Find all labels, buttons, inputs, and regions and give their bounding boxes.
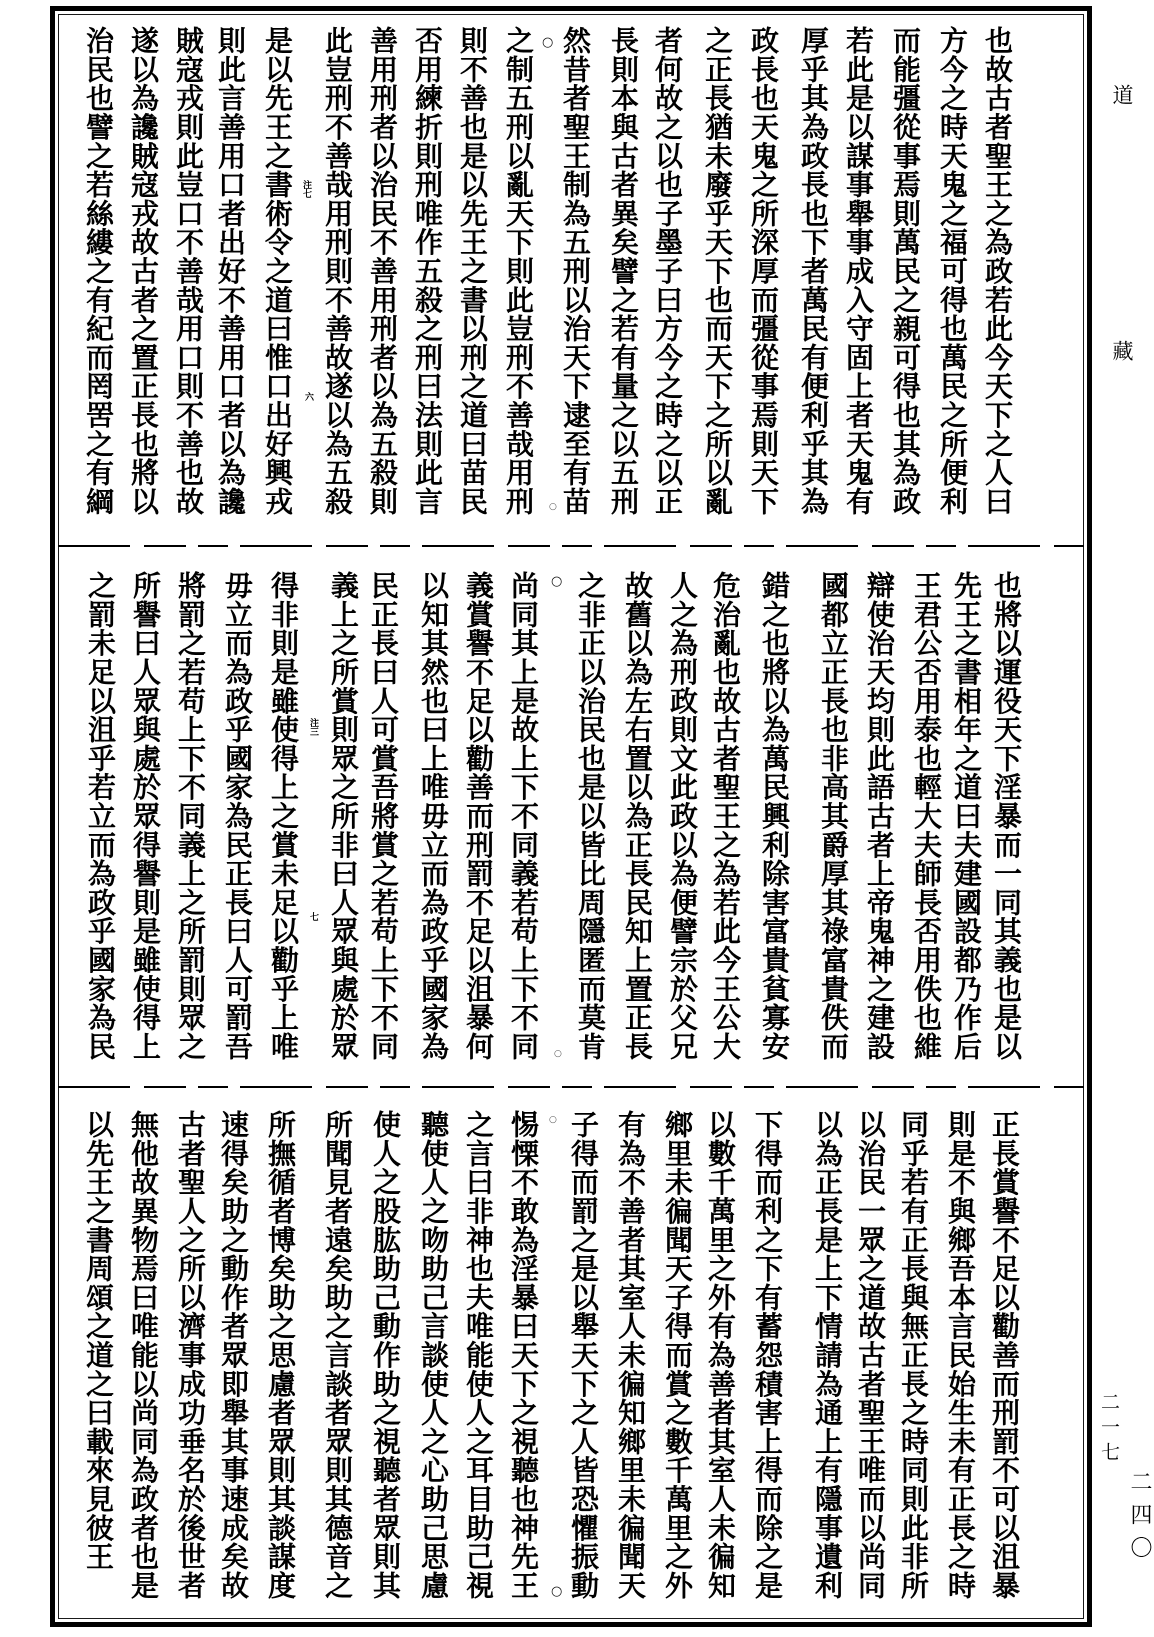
text-column: 之制五刑以亂天下則此豈刑不善哉用刑: [502, 26, 535, 516]
text-column: 速得矣助之動作者眾即舉其事速成矣故: [217, 1110, 250, 1600]
text-column: 所譽曰人眾與處於眾得譽則是雖使得上: [129, 571, 162, 1061]
text-column: 所撫循者博矣助之思慮者眾則其談謀度: [264, 1110, 297, 1600]
page-number: 二四〇: [1127, 1470, 1152, 1569]
text-column: 則不善也是以先王之書以刑之道曰苗民: [456, 26, 489, 516]
text-column: 尚同其上是故上下不同義若苟上下不同: [507, 571, 540, 1061]
text-column: 故舊以為左右置以為正長民知上置正長: [621, 571, 654, 1061]
text-column: 錯之也將以為萬民興利除害富貴貧寡安: [758, 571, 791, 1061]
text-column: 毋立而為政乎國家為民正長曰人可罰吾: [221, 571, 254, 1061]
text-column: 則是不與鄉吾本言民始生未有正長之時: [944, 1110, 977, 1600]
text-column: 之言曰非神也夫唯能使人之耳目助己視: [462, 1110, 495, 1600]
text-column: 政長也天鬼之所深厚而彊從事焉則天下: [747, 26, 780, 516]
text-column: 先王之書相年之道曰夫建國設都乃作后: [950, 571, 983, 1061]
text-column: 同乎若有正長與無正長之時同則此非所: [897, 1110, 930, 1600]
text-column: 國都立正長也非高其爵厚其祿富貴佚而: [817, 571, 850, 1061]
text-column: 方今之時天鬼之福可得也萬民之所便利: [936, 26, 969, 516]
text-column: 將罰之若苟上下不同義上之所罰則眾之: [174, 571, 207, 1061]
text-column: 也故古者聖王之為政若此今天下之人曰: [981, 26, 1014, 516]
text-column: 古者聖人之所以濟事成功垂名於後世者: [174, 1110, 207, 1600]
text-column: 鄉里未徧聞天子得而賞之數千萬里之外: [661, 1110, 694, 1600]
text-column: 王君公否用泰也輕大夫師長否用佚也維: [910, 571, 943, 1061]
text-column: 以知其然也曰上唯毋立而為政乎國家為: [417, 571, 450, 1061]
text-column: 使人之股肱助己動作助之視聽者眾則其: [369, 1110, 402, 1600]
text-column: 子得而罰之是以舉天下之人皆恐懼振動: [567, 1110, 600, 1600]
text-column: 辯使治天均則此語古者上帝鬼神之建設: [863, 571, 896, 1061]
text-column: 以治民一眾之道故古者聖王唯而以尚同: [854, 1110, 887, 1600]
text-column: 以先王之書周頌之道之曰載來見彼王: [82, 1110, 115, 1571]
text-column: 則此言善用口者出好不善用口者以為讒: [214, 26, 247, 516]
annotation-note: 注七: [301, 180, 311, 198]
text-column: 人之為刑政則文此政以為便譬宗於父兄: [666, 571, 699, 1061]
text-column: 者何故之以也子墨子曰方今之時之以正: [651, 26, 684, 516]
circle-mark: ○: [542, 35, 554, 50]
text-column: 義賞譽不足以勸善而刑罰不足以沮暴何: [462, 571, 495, 1061]
text-column: 正長賞譽不足以勸善而刑罰不可以沮暴: [988, 1110, 1021, 1600]
register-middle: [0, 571, 1154, 1071]
text-column: 義上之所賞則眾之所非曰人眾與處於眾: [327, 571, 360, 1061]
margin-title-char: 道: [1110, 84, 1134, 105]
text-column: 治民也譬之若絲縷之有紀而罔罟之有綱: [82, 26, 115, 516]
register-top: [0, 26, 1154, 526]
text-column: 否用練折則刑唯作五殺之刑曰法則此言: [411, 26, 444, 516]
text-column: 無他故異物焉曰唯能以尚同為政者也是: [127, 1110, 160, 1600]
text-column: 所聞見者遠矣助之言談者眾則其德音之: [321, 1110, 354, 1600]
text-column: 以數千萬里之外有為善者其室人未徧知: [704, 1110, 737, 1600]
text-column: 之正長猶未廢乎天下也而天下之所以亂: [701, 26, 734, 516]
text-column: 若此是以謀事舉事成入守固上者天鬼有: [842, 26, 875, 516]
text-column: 之罰未足以沮乎若立而為政乎國家為民: [84, 571, 117, 1061]
text-column: 得非則是雖使得上之賞未足以勸乎上唯: [267, 571, 300, 1061]
text-column: 聽使人之吻助己言談使人之心助己思慮: [417, 1110, 450, 1600]
circle-mark-small: ○: [549, 502, 557, 512]
text-column: 之非正以治民也是以皆比周隱匿而莫肯: [574, 571, 607, 1061]
text-column: 是以先王之書術令之道曰惟口出好興戎: [261, 26, 294, 516]
register-bottom: [0, 1110, 1154, 1610]
text-column: 然昔者聖王制為五刑以治天下逮至有苗: [559, 26, 592, 516]
register-divider-upper: [58, 545, 1084, 547]
text-column: 有為不善者其室人未徧知鄉里未徧聞天: [614, 1110, 647, 1600]
volume-number: 二一七: [1098, 1392, 1120, 1467]
text-column: 賊寇戎則此豈口不善哉用口則不善也故: [172, 26, 205, 516]
text-column: 遂以為讒賊寇戎故古者之置正長也將以: [127, 26, 160, 516]
register-divider-lower: [58, 1086, 1084, 1088]
text-column: 厚乎其為政長也下者萬民有便利乎其為: [797, 26, 830, 516]
text-column: 危治亂也故古者聖王之為若此今王公大: [709, 571, 742, 1061]
circle-mark-small: ○: [554, 1049, 562, 1059]
circle-mark: ○: [551, 574, 563, 589]
circle-mark: ○: [551, 1584, 563, 1599]
margin-title-char: 藏: [1110, 340, 1134, 361]
text-column: 也將以運役天下淫暴而一同其義也是以: [990, 571, 1023, 1061]
text-column: 下得而利之下有蓄怨積害上得而除之是: [751, 1110, 784, 1600]
text-column: 民正長曰人可賞吾將賞之若苟上下不同: [367, 571, 400, 1061]
text-column: 善用刑者以治民不善用刑者以為五殺則: [366, 26, 399, 516]
text-column: 長則本與古者異矣譬之若有量之以五刑: [607, 26, 640, 516]
folio-mark: 七: [308, 912, 318, 921]
annotation-note: 注三: [308, 718, 318, 736]
text-column: 惕慄不敢為淫暴曰天下之視聽也神先王: [507, 1110, 540, 1600]
text-column: 而能彊從事焉則萬民之親可得也其為政: [889, 26, 922, 516]
folio-mark: 六: [303, 392, 313, 401]
text-column: 此豈刑不善哉用刑則不善故遂以為五殺: [321, 26, 354, 516]
circle-mark-small: ○: [549, 1115, 557, 1125]
text-column: 以為正長是上下情請為通上有隱事遺利: [811, 1110, 844, 1600]
